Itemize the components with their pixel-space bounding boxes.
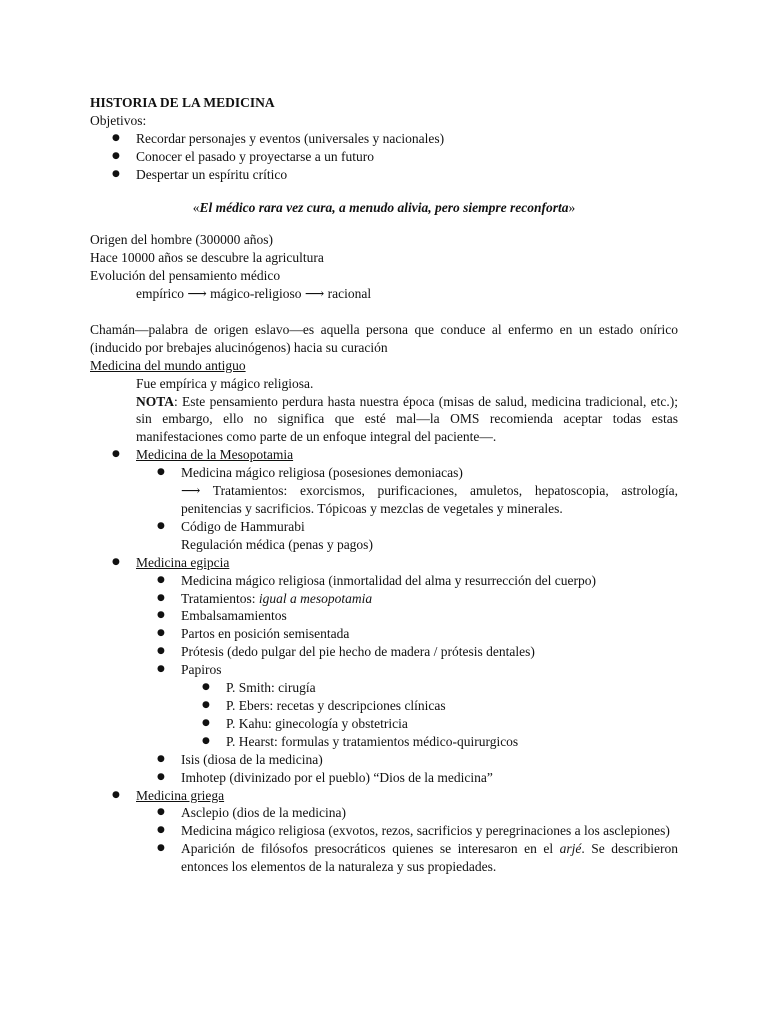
quote	[90, 199, 678, 217]
bullet-icon: ●	[157, 610, 165, 621]
bullet-icon: ●	[202, 717, 210, 728]
nota-text: : Este pensamiento perdura hasta nuestra época (misas de salud, medicina tradicional, etc.); sin embargo, ello no significa que esté mal—la OMS recomienda aceptar todas estas manifestaciones como parte de un enfoque integral del paciente—.	[136, 393, 678, 445]
bullet-icon: ●	[112, 556, 120, 567]
quote-close-mark: »	[568, 199, 576, 215]
list-item: ● Partos en posición semisentada	[157, 626, 350, 642]
list-item: ● Embalsamamientos	[157, 608, 287, 624]
list-item: ● Medicina mágico religiosa (inmortalidad del alma y resurrección del cuerpo)	[157, 572, 596, 588]
objetivos-label: Objetivos:	[90, 112, 147, 128]
section-heading-mundo-antiguo: Medicina del mundo antiguo	[90, 357, 246, 373]
bullet-icon: ●	[112, 449, 120, 460]
origen-line: Origen del hombre (300000 años)	[90, 232, 273, 248]
bullet-icon: ●	[157, 753, 165, 764]
list-item: ● Imhotep (divinizado por el pueblo) “Dios de la medicina”	[157, 769, 493, 785]
bullet-icon: ●	[157, 646, 165, 657]
objective-item: ● Conocer el pasado y proyectarse a un futuro	[112, 148, 375, 164]
nota-label: NOTA	[136, 393, 175, 409]
bullet-icon: ●	[157, 520, 165, 531]
papiro-item: ● P. Hearst: formulas y tratamientos médico-quirurgicos	[202, 733, 519, 749]
origen-line: Evolución del pensamiento médico	[90, 268, 281, 284]
list-item: ● Isis (diosa de la medicina)	[157, 751, 323, 767]
bullet-icon: ●	[202, 735, 210, 746]
nota-paragraph	[90, 393, 678, 447]
papiro-item: ● P. Kahu: ginecología y obstetricia	[202, 715, 408, 731]
list-item-continuation: Regulación médica (penas y pagos)	[181, 536, 373, 552]
list-item: ● Medicina mágico religiosa (exvotos, rezos, sacrificios y peregrinaciones a los asclepiones)	[157, 823, 670, 839]
bullet-icon: ●	[112, 150, 120, 161]
list-item: ● Tratamientos: igual a mesopotamia	[157, 590, 373, 606]
bullet-icon: ●	[157, 574, 165, 585]
list-item-mesopotamia	[90, 446, 678, 464]
bullet-icon: ●	[157, 771, 165, 782]
list-item-continuation: ⟶ Tratamientos: exorcismos, purificaciones, amuletos, hepatoscopia, astrología, penitencias y sacrificios. Tópicoas y mezclas de vegetales y minerales.	[181, 483, 678, 517]
bullet-icon: ●	[202, 699, 210, 710]
origen-line: Hace 10000 años se descubre la agricultura	[90, 250, 324, 266]
blank-line	[90, 303, 678, 321]
objective-item: ● Recordar personajes y eventos (universales y nacionales)	[112, 130, 445, 146]
bullet-icon: ●	[157, 807, 165, 818]
quote-text: El médico rara vez cura, a menudo alivia, pero siempre reconforta	[199, 199, 569, 215]
bullet-icon: ●	[112, 789, 120, 800]
bullet-icon: ●	[157, 664, 165, 675]
bullet-icon: ●	[112, 132, 120, 143]
section-heading-mesopotamia: Medicina de la Mesopotamia	[136, 447, 294, 463]
bullet-icon: ●	[202, 682, 210, 693]
list-item: ● Prótesis (dedo pulgar del pie hecho de madera / prótesis dentales)	[157, 644, 535, 660]
bullet-icon: ●	[157, 825, 165, 836]
list-item-griega	[90, 787, 678, 805]
list-item: ● Código de Hammurabi	[157, 518, 305, 534]
list-item: ● Medicina mágico religiosa (posesiones demoniacas)	[157, 465, 463, 481]
quote-open-mark: «	[192, 199, 200, 215]
papiro-item: ● P. Ebers: recetas y descripciones clínicas	[202, 697, 446, 713]
list-item-papiros: ● Papiros	[157, 662, 222, 678]
mundo-antiguo-line: Fue empírica y mágico religiosa.	[136, 375, 314, 391]
objective-item: ● Despertar un espíritu crítico	[112, 166, 288, 182]
list-item-egipcia	[90, 554, 678, 572]
bullet-icon: ●	[157, 843, 165, 854]
document-body	[90, 94, 678, 876]
papiro-item: ● P. Smith: cirugía	[202, 680, 316, 696]
section-heading-egipcia: Medicina egipcia	[136, 554, 230, 570]
list-item: ● Asclepio (dios de la medicina)	[157, 805, 346, 821]
document-title: HISTORIA DE LA MEDICINA	[90, 95, 275, 110]
evolucion-line: empírico ⟶ mágico-religioso ⟶ racional	[136, 286, 372, 302]
section-heading-griega: Medicina griega	[136, 787, 225, 803]
bullet-icon: ●	[157, 467, 165, 478]
chaman-paragraph: Chamán—palabra de origen eslavo—es aquella persona que conduce al enfermo en un estado onírico (inducido por brebajes alucinógenos) hacia su curación	[90, 321, 678, 355]
bullet-icon: ●	[157, 592, 165, 603]
bullet-icon: ●	[157, 628, 165, 639]
list-item: ● Aparición de filósofos presocráticos quienes se interesaron en el arjé. Se describieron entonces los elementos de la naturaleza y sus propiedades.	[157, 841, 678, 875]
arje-term: arjé	[559, 841, 582, 857]
bullet-icon: ●	[112, 168, 120, 179]
